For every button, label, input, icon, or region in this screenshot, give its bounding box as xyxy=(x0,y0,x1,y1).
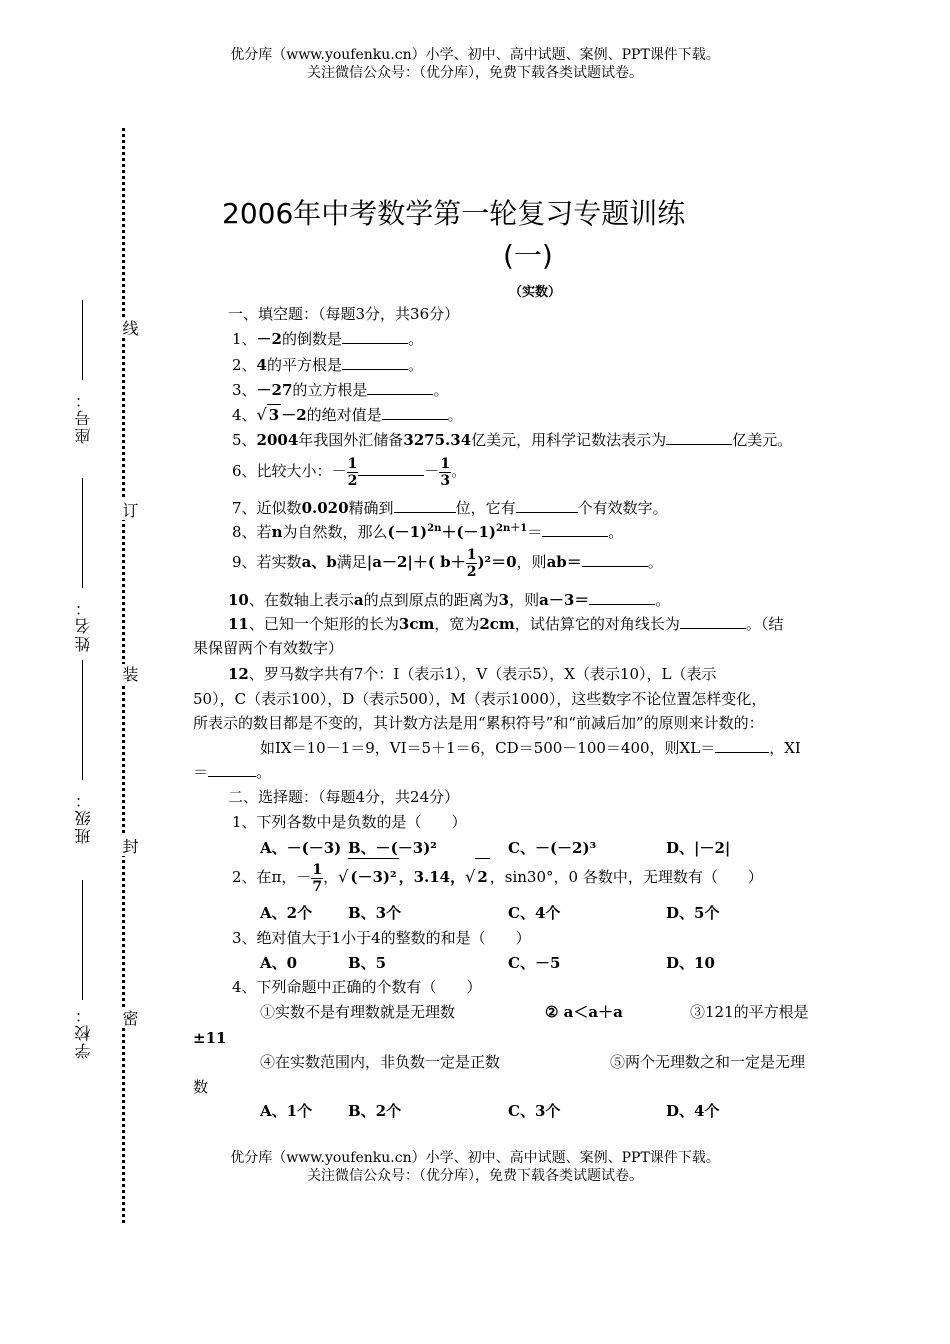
sqrt-icon: √ xyxy=(256,405,267,424)
question-7: 7、近似数0.020精确到 位，它有 个有效数字。 xyxy=(232,499,668,517)
mc4-option-d[interactable]: D、4个 xyxy=(666,1102,720,1120)
header-line-2: 关注微信公众号：（优分库），免费下载各类试题试卷。 xyxy=(307,65,643,81)
class-line xyxy=(82,660,83,780)
mc4-statement-1: ①实数不是有理数就是无理数 xyxy=(260,1003,456,1021)
sqrt-icon: √ xyxy=(465,867,476,886)
fraction: $\frac{1}{2}$ xyxy=(466,546,477,580)
question-12-line3: 所表示的数目都是不变的，其计数方法是用“累积符号”和“前减后加”的原则来计数的： xyxy=(193,714,764,732)
seal-char-ding: 订 xyxy=(120,502,139,518)
mc4-statement-3: ③121的平方根是 xyxy=(690,1003,809,1021)
mc2-option-d[interactable]: D、5个 xyxy=(666,904,720,922)
mc1-option-b[interactable]: B、－(－3)² xyxy=(348,839,437,857)
question-2: 2、4的平方根是 。 xyxy=(232,356,424,374)
answer-blank[interactable] xyxy=(382,405,448,420)
name-line xyxy=(82,478,83,588)
fraction: $\frac{1}{3}$ xyxy=(440,455,451,489)
mc4-option-c[interactable]: C、3个 xyxy=(508,1102,561,1120)
mc-question-3: 3、绝对值大于1小于4的整数的和是（ ） xyxy=(232,929,531,947)
name-label: 姓名： xyxy=(74,598,93,652)
mc4-statement-4: ④在实数范围内，非负数一定是正数 xyxy=(260,1053,501,1071)
answer-blank[interactable] xyxy=(542,522,608,537)
mc2-option-c[interactable]: C、4个 xyxy=(508,904,561,922)
mc2-option-b[interactable]: B、3个 xyxy=(348,904,402,922)
mc3-option-b[interactable]: B、5 xyxy=(348,954,387,972)
section2-heading: 二、选择题：（每题4分，共24分） xyxy=(228,788,460,806)
question-9: 9、若实数a、b满足|a－2|＋( b＋ $\frac{1}{2}$ )²＝0，则ab＝ 。 xyxy=(232,546,663,580)
mc3-option-c[interactable]: C、－5 xyxy=(508,954,561,972)
question-6: 6、比较大小：－ $\frac{1}{2}$ － $\frac{1}{3}$ 。 xyxy=(232,455,467,489)
answer-blank[interactable] xyxy=(342,355,408,370)
answer-blank[interactable] xyxy=(394,498,456,513)
mc4-statement-5: ⑤两个无理数之和一定是无理 xyxy=(610,1053,806,1071)
answer-blank[interactable] xyxy=(680,614,746,629)
mc4-option-a[interactable]: A、1个 xyxy=(260,1102,313,1120)
question-8: 8、若n为自然数，那么$(-1)^{2n}+(-1)^{2n+1}=$ 。 xyxy=(232,523,624,541)
question-12: 12、罗马数字共有7个：I（表示1），V（表示5），X（表示10），L（表示 xyxy=(228,665,717,683)
question-1: 1、－2的倒数是 。 xyxy=(232,330,424,348)
header-line-1: 优分库（www.youfenku.cn）小学、初中、高中试题、案例、PPT课件下载。 xyxy=(230,47,720,63)
mc1-option-d[interactable]: D、|－2| xyxy=(666,839,731,857)
title-number: (一) xyxy=(503,239,553,272)
mc-question-1: 1、下列各数中是负数的是（ ） xyxy=(232,813,467,831)
mc4-statement-3-cont: ±11 xyxy=(193,1029,227,1047)
answer-blank[interactable] xyxy=(666,430,732,445)
question-12-line5: ＝ 。 xyxy=(193,763,272,781)
mc-question-4: 4、下列命题中正确的个数有（ ） xyxy=(232,978,482,996)
mc-question-2: 2、在π，－ $\frac{1}{7}$ ，√ (－3)² ，3.14，√ 2 ，sin30°，0 各数中，无理数有（ ） xyxy=(232,858,763,895)
class-label: 班级： xyxy=(74,790,93,844)
answer-blank[interactable] xyxy=(358,461,424,476)
answer-blank[interactable] xyxy=(589,590,655,605)
page-title: 2006年中考数学第一轮复习专题训练 xyxy=(222,197,686,230)
fraction: $\frac{1}{7}$ xyxy=(312,861,323,895)
school-label: 学校： xyxy=(74,1005,93,1059)
seal-char-zhuang: 装 xyxy=(120,666,139,682)
mc1-option-a[interactable]: A、－(－3) xyxy=(260,839,342,857)
mc1-option-c[interactable]: C、－(－2)³ xyxy=(508,839,597,857)
mc2-option-a[interactable]: A、2个 xyxy=(260,904,313,922)
title-topic: （实数） xyxy=(508,285,561,300)
question-12-line4: 如IX＝10－1＝9，VI＝5＋1＝6，CD＝500－100＝400，则XL＝ ，XI xyxy=(260,739,801,757)
footer-line-1: 优分库（www.youfenku.cn）小学、初中、高中试题、案例、PPT课件下载。 xyxy=(230,1150,720,1166)
seal-char-feng: 封 xyxy=(120,838,139,854)
seat-line xyxy=(82,300,83,380)
question-11: 11、已知一个矩形的长为3cm，宽为2cm，试估算它的对角线长为 。（结 xyxy=(228,615,784,633)
answer-blank[interactable] xyxy=(367,380,433,395)
question-3: 3、－27的立方根是 。 xyxy=(232,381,449,399)
mc4-statement-2: ② a＜a＋a xyxy=(545,1003,623,1021)
seal-char-xian: 线 xyxy=(120,320,139,336)
answer-blank[interactable] xyxy=(342,329,408,344)
mc3-option-d[interactable]: D、10 xyxy=(666,954,715,972)
answer-blank[interactable] xyxy=(208,762,256,777)
page-header xyxy=(0,46,950,82)
seat-label: 座号： xyxy=(74,390,93,444)
mc3-option-a[interactable]: A、0 xyxy=(260,954,298,972)
sqrt-icon: √ xyxy=(338,867,349,886)
section1-heading: 一、填空题：（每题3分，共36分） xyxy=(228,305,460,323)
question-12-line2: 50），C（表示100），D（表示500），M（表示1000），这些数字不论位置怎样变化， xyxy=(193,690,767,708)
question-4: 4、√ 3 －2的绝对值是 。 xyxy=(232,405,463,424)
page-footer xyxy=(0,1149,950,1185)
question-5: 5、2004年我国外汇储备3275.34亿美元，用科学记数法表示为 亿美元。 xyxy=(232,431,793,449)
answer-blank[interactable] xyxy=(715,738,769,753)
question-10: 10、在数轴上表示a的点到原点的距离为3，则a－3＝ 。 xyxy=(228,591,671,609)
answer-blank[interactable] xyxy=(516,498,578,513)
school-line xyxy=(82,880,83,1000)
seal-char-mi: 密 xyxy=(120,1010,139,1026)
fraction: $\frac{1}{2}$ xyxy=(347,455,358,489)
mc4-option-b[interactable]: B、2个 xyxy=(348,1102,402,1120)
mc4-statement-5-cont: 数 xyxy=(193,1078,209,1096)
question-11-cont: 果保留两个有效数字） xyxy=(193,639,344,657)
answer-blank[interactable] xyxy=(582,552,648,567)
footer-line-2: 关注微信公众号：（优分库），免费下载各类试题试卷。 xyxy=(307,1168,643,1184)
